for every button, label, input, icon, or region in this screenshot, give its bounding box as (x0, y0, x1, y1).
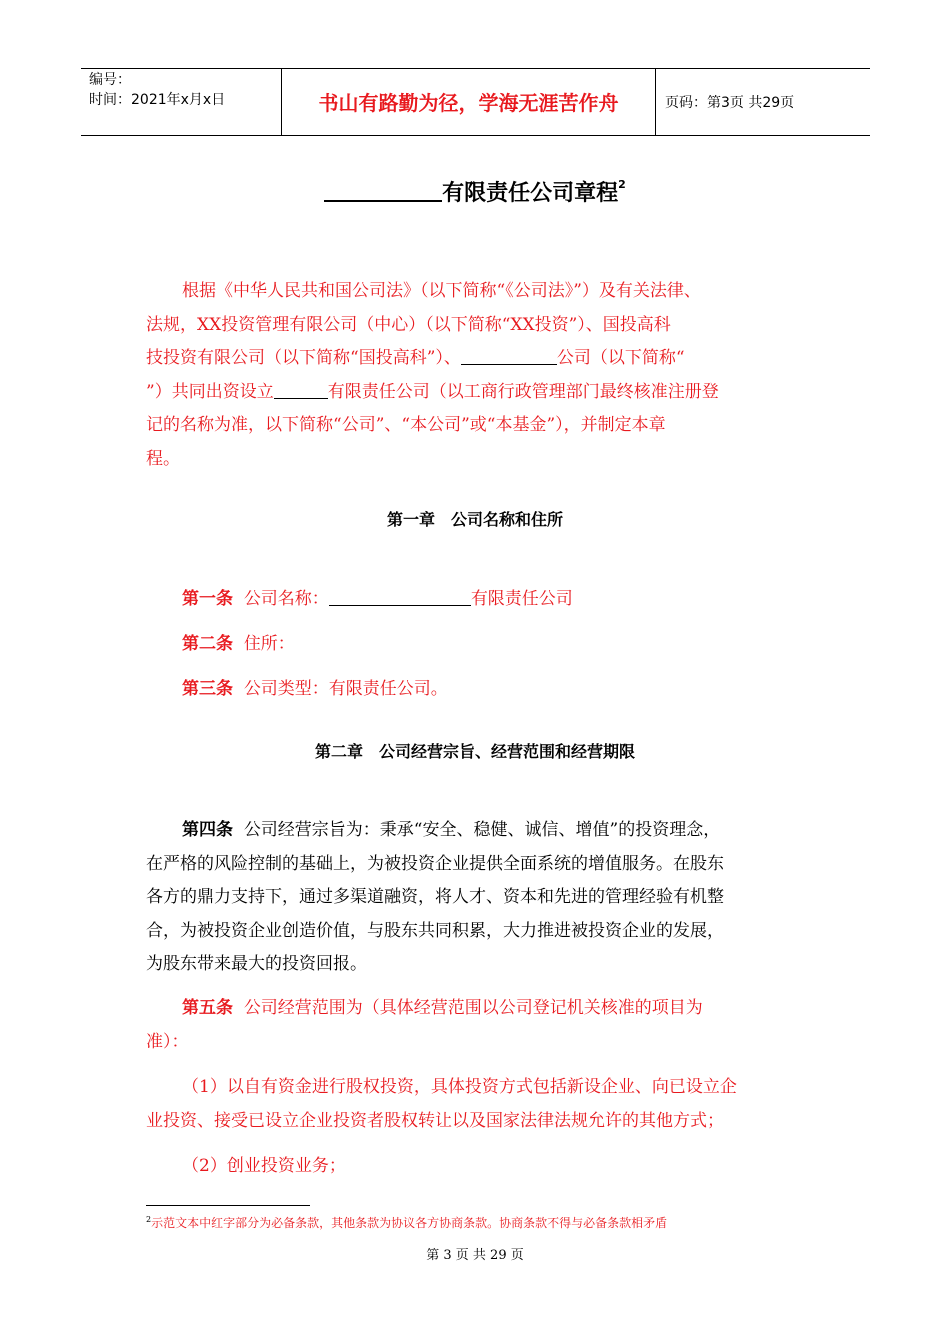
article-line: 合，为被投资企业创造价值，与股东共同积累，大力推进被投资企业的发展， (146, 920, 724, 941)
article-line (146, 992, 806, 1026)
header-divider-right (655, 68, 656, 136)
article-text: 公司经营范围为（具体经营范围以公司登记机关核准的项目为 (243, 998, 703, 1018)
preamble-line (146, 376, 806, 410)
preamble-line: 法规，XX投资管理有限公司（中心）（以下简称“XX投资”）、国投高科 (146, 314, 671, 335)
title-blank (324, 176, 442, 202)
article-text: 公司类型：有限责任公司。 (243, 679, 448, 699)
preamble-line (146, 342, 806, 376)
header-number-label: 编号： (89, 72, 131, 88)
footnote-ref: 2 (146, 1215, 152, 1224)
title-footnote-ref: 2 (618, 178, 626, 191)
article-line: 在严格的风险控制的基础上，为被投资企业提供全面系统的增值服务。在股东 (146, 853, 724, 874)
chapter-1-title: 第一章 公司名称和住所 (386, 510, 563, 529)
preamble-text: ”）共同出资设立 (146, 381, 274, 402)
preamble-text: 有限责任公司（以工商行政管理部门最终核准注册登 (327, 381, 719, 402)
preamble-line: 记的名称为准，以下简称“公司”、“本公司”或“本基金”），并制定本章 (146, 415, 666, 435)
item-line: （1）以自有资金进行股权投资，具体投资方式包括新设企业、向已设立企 (182, 1077, 737, 1097)
preamble-text: 公司（以下简称“ (556, 348, 685, 368)
page-footer: 第 3 页 共 29 页 (426, 1248, 524, 1263)
header-top-rule (81, 68, 870, 69)
article-2 (182, 628, 295, 662)
header-page-info: 页码：第3页 共29页 (665, 95, 795, 111)
header-motto: 书山有路勤为径，学海无涯苦作舟 (318, 91, 619, 115)
article-5 (146, 992, 806, 1059)
preamble-line: 根据《中华人民共和国公司法》（以下简称“《公司法》”）及有关法律、 (182, 281, 701, 301)
article-text: 住所： (243, 634, 295, 654)
article-line (146, 814, 806, 848)
article-line: 各方的鼎力支持下，通过多渠道融资，将人才、资本和先进的管理经验有机整 (146, 887, 724, 907)
article-1 (182, 583, 573, 617)
article-line: 为股东带来最大的投资回报。 (146, 954, 367, 974)
article-label: 第二条 (182, 634, 233, 654)
article-line: 准）： (146, 1031, 189, 1052)
preamble-line: 程。 (146, 448, 180, 469)
article-text: 公司经营宗旨为：秉承“安全、稳健、诚信、增值”的投资理念， (243, 820, 721, 840)
article-text: 公司名称： (243, 589, 329, 609)
article-label: 第五条 (182, 998, 233, 1018)
footnote-text: 示范文本中红字部分为必备条款，其他条款为协议各方协商条款。协商条款不得与必备条款相矛盾 (151, 1216, 668, 1230)
article-label: 第三条 (182, 679, 233, 699)
article-5-item-1 (146, 1071, 806, 1138)
header-time-label: 时间：2021年x月x日 (89, 92, 226, 108)
blank-line (274, 380, 328, 399)
chapter-2-title: 第二章 公司经营宗旨、经营范围和经营期限 (314, 742, 635, 761)
article-4 (146, 814, 806, 982)
header-bottom-rule (81, 135, 870, 136)
preamble-text: 技投资有限公司（以下简称“国投高科”）、 (146, 348, 461, 368)
footnote-rule (146, 1205, 310, 1206)
document-title (0, 168, 950, 211)
preamble (146, 275, 806, 476)
blank-line (461, 346, 557, 365)
article-3 (182, 673, 448, 707)
article-text: 有限责任公司 (470, 589, 573, 609)
item-line: 业投资、接受已设立企业投资者股权转让以及国家法律法规允许的其他方式； (146, 1110, 724, 1131)
footnote (146, 1211, 667, 1232)
article-5-item-2 (146, 1150, 806, 1184)
title-text: 有限责任公司章程 (442, 181, 619, 206)
article-label: 第四条 (182, 820, 233, 840)
article-label: 第一条 (182, 589, 233, 609)
blank-line (329, 587, 471, 606)
item-line: （2）创业投资业务； (182, 1156, 346, 1176)
